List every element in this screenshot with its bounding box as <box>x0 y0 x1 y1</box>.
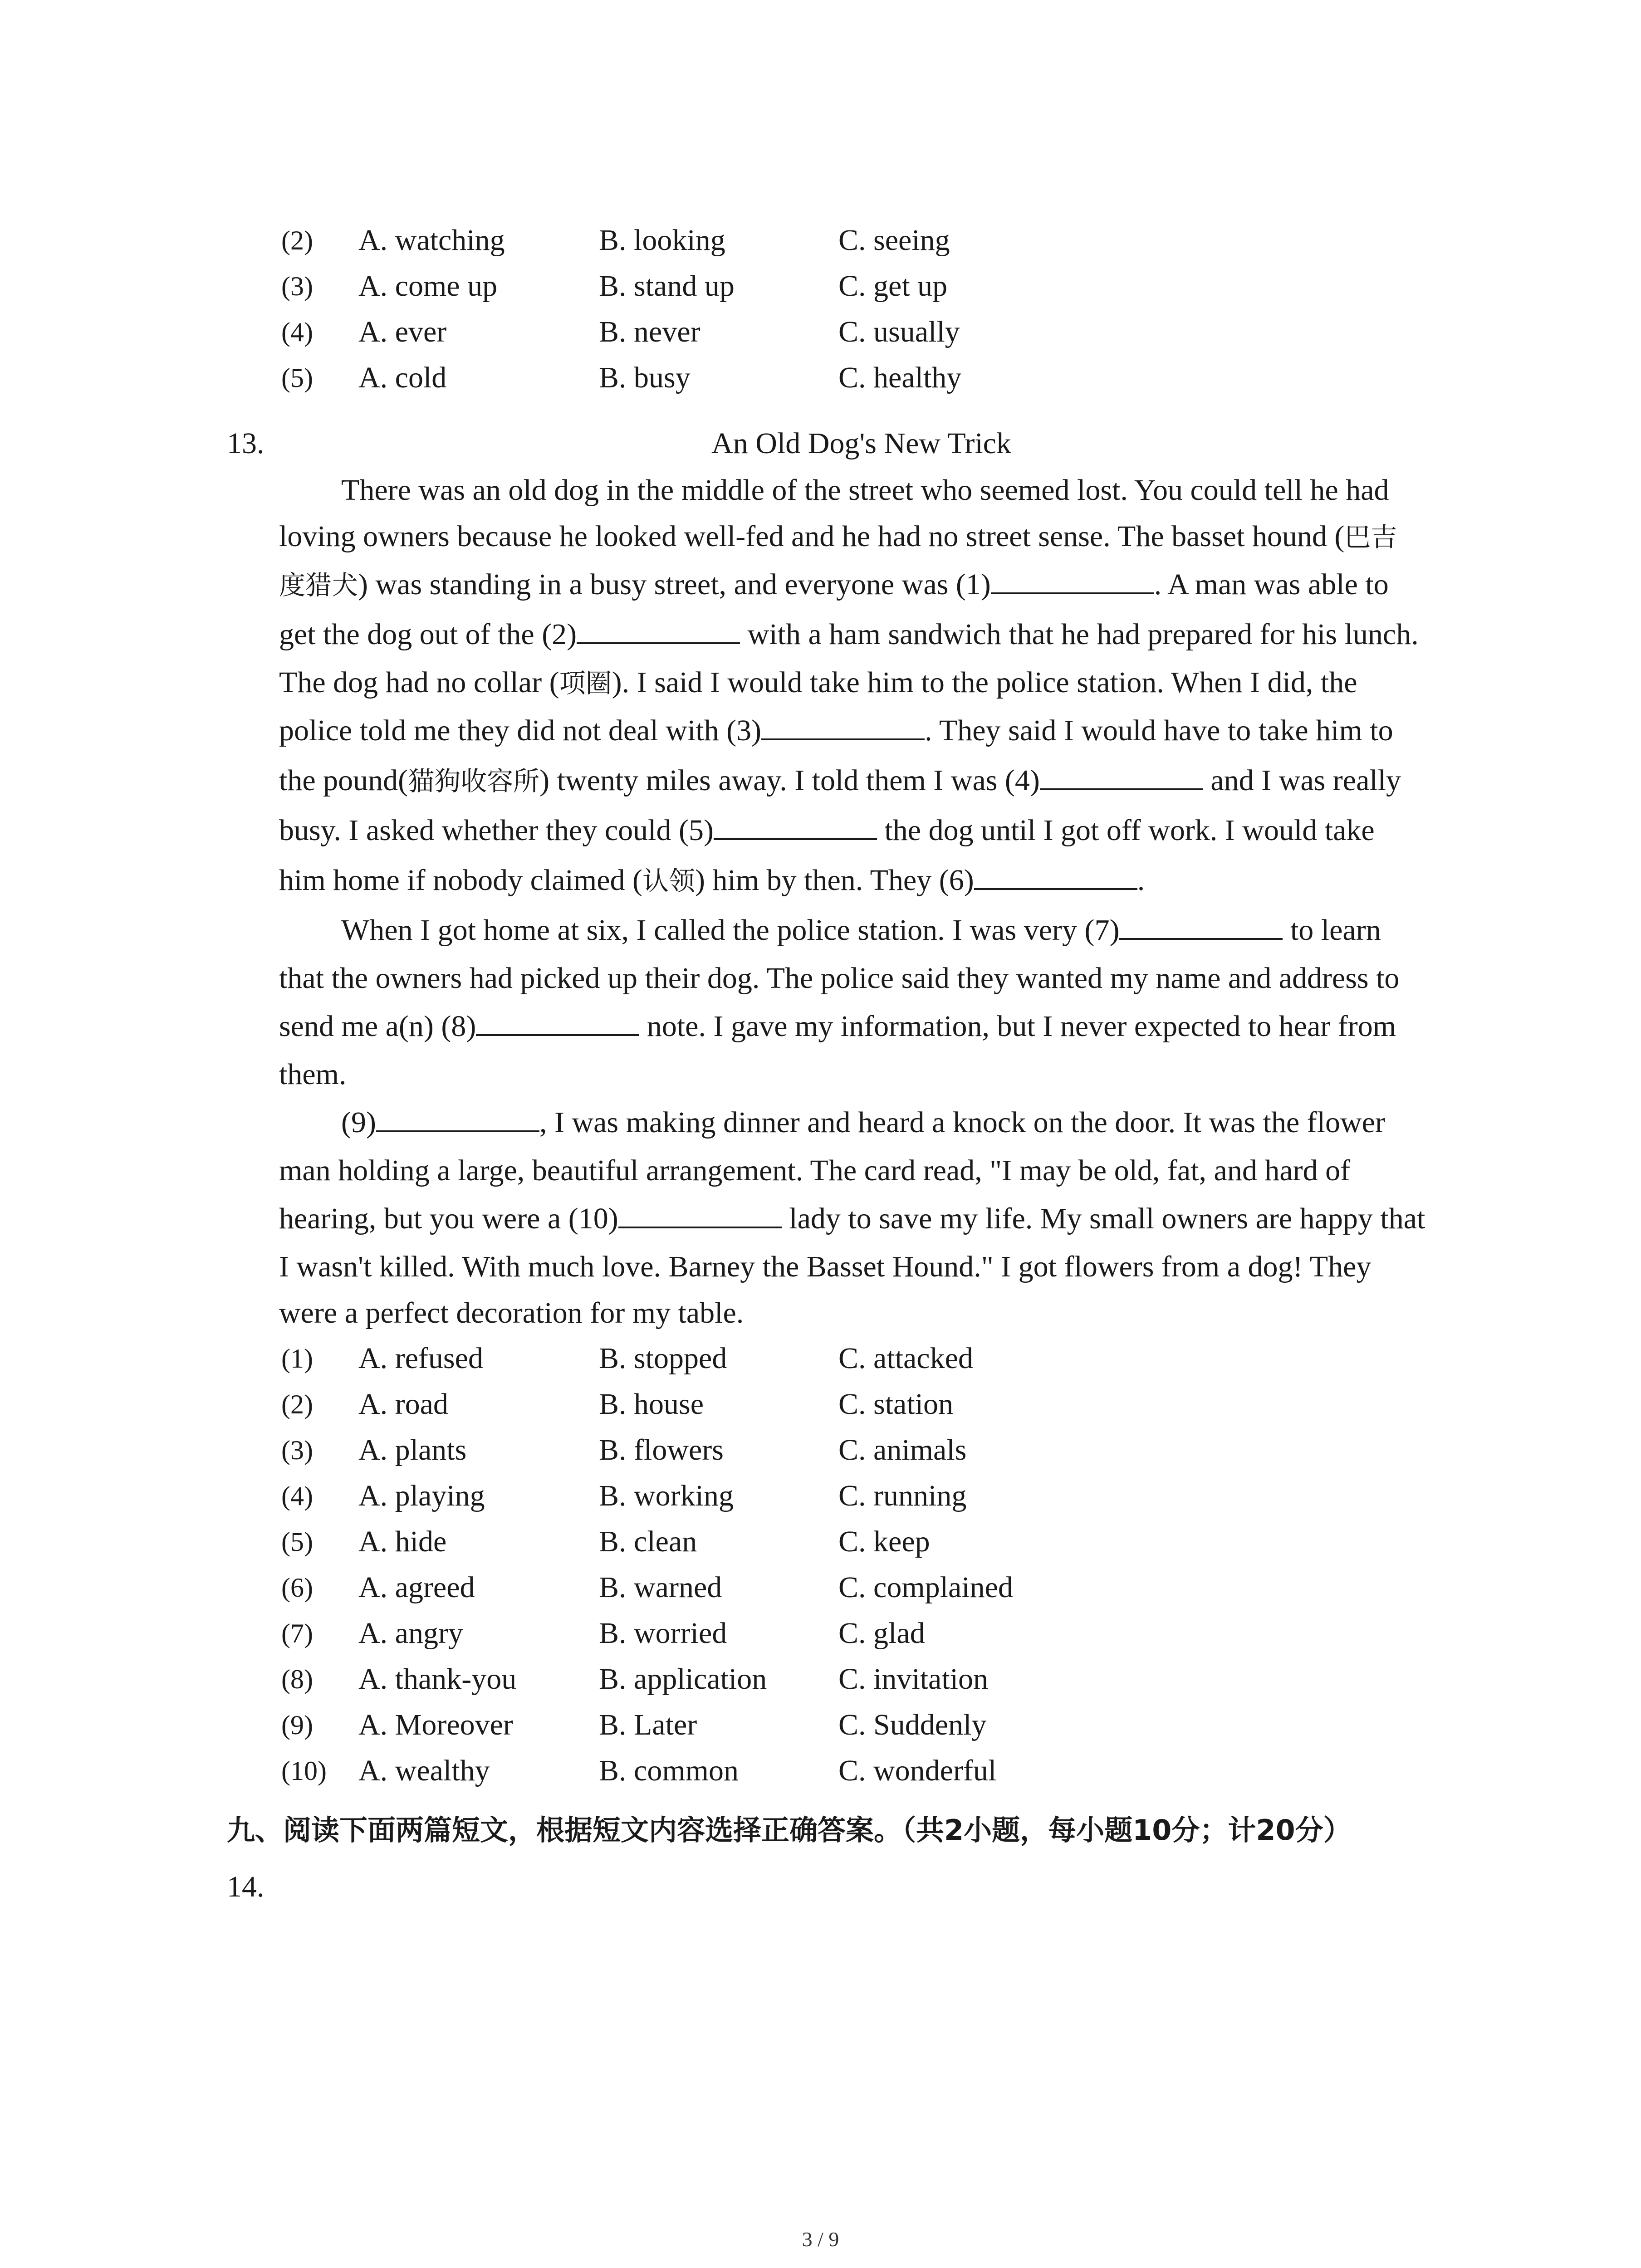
option-row <box>281 264 1461 309</box>
passage-text: send me a(n) (8) <box>279 1010 476 1043</box>
passage-text: them. <box>279 1058 347 1091</box>
passage-text: and I was really <box>1203 764 1401 797</box>
passage-text: were a perfect decoration for my table. <box>279 1296 744 1330</box>
option-c: C. running <box>838 1479 967 1512</box>
answer-blank[interactable] <box>476 1009 639 1036</box>
answer-blank[interactable] <box>376 1105 539 1132</box>
passage-text: . <box>1137 864 1145 897</box>
option-c: C. animals <box>838 1433 967 1466</box>
chinese-gloss: 猫狗收容所 <box>408 766 540 797</box>
option-b: B. common <box>599 1754 739 1787</box>
option-a: A. agreed <box>358 1571 475 1604</box>
chinese-gloss: 认领 <box>642 865 696 896</box>
option-c: C. seeing <box>838 224 950 257</box>
passage-line <box>217 1148 1452 1194</box>
option-b: B. house <box>599 1388 704 1421</box>
passage-paragraph <box>279 905 1452 1098</box>
passage-text: ) him by then. They (6) <box>695 864 974 897</box>
option-b: B. looking <box>599 224 725 257</box>
option-b: B. working <box>599 1479 734 1512</box>
option-number: (4) <box>281 1481 313 1511</box>
passage-text: him home if nobody claimed ( <box>279 864 642 897</box>
passage-text: note. I gave my information, but I never expected to hear from <box>639 1010 1396 1043</box>
passage-line <box>217 513 1452 560</box>
passage-line <box>217 1051 1452 1098</box>
option-b: B. warned <box>599 1571 722 1604</box>
option-a: A. playing <box>358 1479 485 1512</box>
answer-blank[interactable] <box>974 863 1137 890</box>
passage-title: An Old Dog's New Trick <box>711 427 1011 460</box>
option-b: B. stopped <box>599 1342 727 1375</box>
option-row <box>281 1611 1461 1656</box>
passage-text: that the owners had picked up their dog. The police said they wanted my name and address to <box>279 962 1400 995</box>
answer-blank[interactable] <box>714 813 877 840</box>
answer-blank[interactable] <box>1119 913 1283 940</box>
option-a: A. refused <box>358 1342 483 1375</box>
option-b: B. worried <box>599 1617 727 1650</box>
passage-line <box>217 1194 1452 1244</box>
option-number: (10) <box>281 1756 327 1786</box>
option-row <box>281 1565 1461 1610</box>
passage-text: I wasn't killed. With much love. Barney the Basset Hound." I got flowers from a dog! They <box>279 1250 1372 1283</box>
option-b: B. never <box>599 315 700 348</box>
passage-line <box>279 467 1452 513</box>
passage-body <box>279 467 1452 1336</box>
question-number-13: 13. <box>227 427 265 460</box>
option-row <box>281 1427 1461 1473</box>
passage-text: to learn <box>1283 914 1381 947</box>
option-number: (6) <box>281 1573 313 1603</box>
option-a: A. wealthy <box>358 1754 490 1787</box>
passage-line <box>217 560 1452 610</box>
option-a: A. thank-you <box>358 1662 517 1696</box>
option-c: C. glad <box>838 1617 925 1650</box>
option-b: B. stand up <box>599 269 735 303</box>
option-a: A. angry <box>358 1617 463 1650</box>
option-c: C. Suddenly <box>838 1708 987 1741</box>
passage-line <box>217 660 1452 706</box>
option-row <box>281 218 1461 263</box>
passage-text: The dog had no collar ( <box>279 666 559 699</box>
option-number: (8) <box>281 1664 313 1694</box>
option-row <box>281 1748 1461 1794</box>
option-number: (4) <box>281 317 313 347</box>
passage-text: When I got home at six, I called the police station. I was very (7) <box>341 914 1120 947</box>
option-a: A. come up <box>358 269 498 303</box>
passage-text: the pound( <box>279 764 408 797</box>
option-number: (5) <box>281 363 313 393</box>
option-a: A. plants <box>358 1433 467 1466</box>
passage-text: ) twenty miles away. I told them I was (4) <box>539 764 1040 797</box>
passage-line <box>217 706 1452 756</box>
passage-text: man holding a large, beautiful arrangement. The card read, "I may be old, fat, and hard of <box>279 1154 1351 1187</box>
passage-paragraph <box>279 467 1452 905</box>
passage-paragraph <box>279 1098 1452 1336</box>
chinese-gloss: 项圈 <box>559 668 612 699</box>
option-c: C. attacked <box>838 1342 973 1375</box>
option-a: A. Moreover <box>358 1708 513 1741</box>
answer-blank[interactable] <box>991 567 1154 594</box>
option-number: (1) <box>281 1344 313 1374</box>
option-a: A. cold <box>358 361 447 394</box>
option-c: C. keep <box>838 1525 930 1558</box>
option-row <box>281 1657 1461 1702</box>
option-row <box>281 1519 1461 1564</box>
passage-text: ) was standing in a busy street, and everyone was (1) <box>358 568 991 601</box>
option-c: C. complained <box>838 1571 1013 1604</box>
option-b: B. Later <box>599 1708 697 1741</box>
passage-text: lady to save my life. My small owners are happy that <box>781 1202 1425 1235</box>
passage-text: busy. I asked whether they could (5) <box>279 814 714 847</box>
passage-text: . They said I would have to take him to <box>925 714 1393 747</box>
option-c: C. get up <box>838 269 948 303</box>
option-row <box>281 1336 1461 1381</box>
answer-blank[interactable] <box>618 1201 782 1228</box>
option-row <box>281 355 1461 401</box>
passage-line <box>217 1290 1452 1336</box>
option-b: B. clean <box>599 1525 697 1558</box>
passage-text: the dog until I got off work. I would take <box>877 814 1375 847</box>
passage-line <box>217 1244 1452 1290</box>
passage-line <box>217 955 1452 1002</box>
page-number: 3 / 9 <box>802 2228 839 2251</box>
passage-text: There was an old dog in the middle of the street who seemed lost. You could tell he had <box>341 474 1389 507</box>
passage-text: . A man was able to <box>1154 568 1389 601</box>
option-c: C. invitation <box>838 1662 988 1696</box>
option-row <box>281 1473 1461 1519</box>
option-number: (3) <box>281 1435 313 1465</box>
passage-text: (9) <box>341 1106 376 1139</box>
question-number-14: 14. <box>227 1870 265 1903</box>
passage-line <box>217 1002 1452 1051</box>
option-a: A. ever <box>358 315 447 348</box>
option-a: A. watching <box>358 224 505 257</box>
option-number: (2) <box>281 1389 313 1419</box>
option-number: (5) <box>281 1527 313 1557</box>
option-b: B. flowers <box>599 1433 724 1466</box>
section-nine-heading: 九、阅读下面两篇短文，根据短文内容选择正确答案。（共2小题，每小题10分；计20分） <box>227 1813 1352 1847</box>
option-number: (9) <box>281 1710 313 1740</box>
passage-text: hearing, but you were a (10) <box>279 1202 618 1235</box>
passage-line <box>217 610 1452 660</box>
option-c: C. usually <box>838 315 960 348</box>
passage-line <box>217 855 1452 905</box>
passage-text: police told me they did not deal with (3) <box>279 714 762 747</box>
option-c: C. healthy <box>838 361 962 394</box>
passage-line <box>279 1098 1452 1148</box>
answer-blank[interactable] <box>761 713 925 740</box>
chinese-gloss: 度猎犬 <box>279 570 358 601</box>
passage-text: , I was making dinner and heard a knock on the door. It was the flower <box>539 1106 1385 1139</box>
option-row <box>281 1382 1461 1427</box>
option-c: C. station <box>838 1388 954 1421</box>
passage-line <box>217 756 1452 806</box>
option-c: C. wonderful <box>838 1754 997 1787</box>
option-number: (3) <box>281 271 313 301</box>
option-number: (7) <box>281 1618 313 1648</box>
option-b: B. application <box>599 1662 767 1696</box>
answer-blank[interactable] <box>577 617 740 644</box>
passage-text: ). I said I would take him to the police station. When I did, the <box>612 666 1357 699</box>
option-b: B. busy <box>599 361 691 394</box>
passage-line <box>217 806 1452 855</box>
option-row <box>281 309 1461 355</box>
option-row <box>281 1702 1461 1748</box>
passage-text: get the dog out of the (2) <box>279 618 577 651</box>
option-number: (2) <box>281 225 313 255</box>
passage-line <box>279 905 1452 955</box>
passage-text: loving owners because he looked well-fed and he had no street sense. The basset hound ( <box>279 520 1345 553</box>
option-a: A. road <box>358 1388 448 1421</box>
answer-blank[interactable] <box>1040 763 1203 790</box>
passage-text: with a ham sandwich that he had prepared for his lunch. <box>740 618 1419 651</box>
option-a: A. hide <box>358 1525 447 1558</box>
chinese-gloss: 巴吉 <box>1344 522 1397 552</box>
